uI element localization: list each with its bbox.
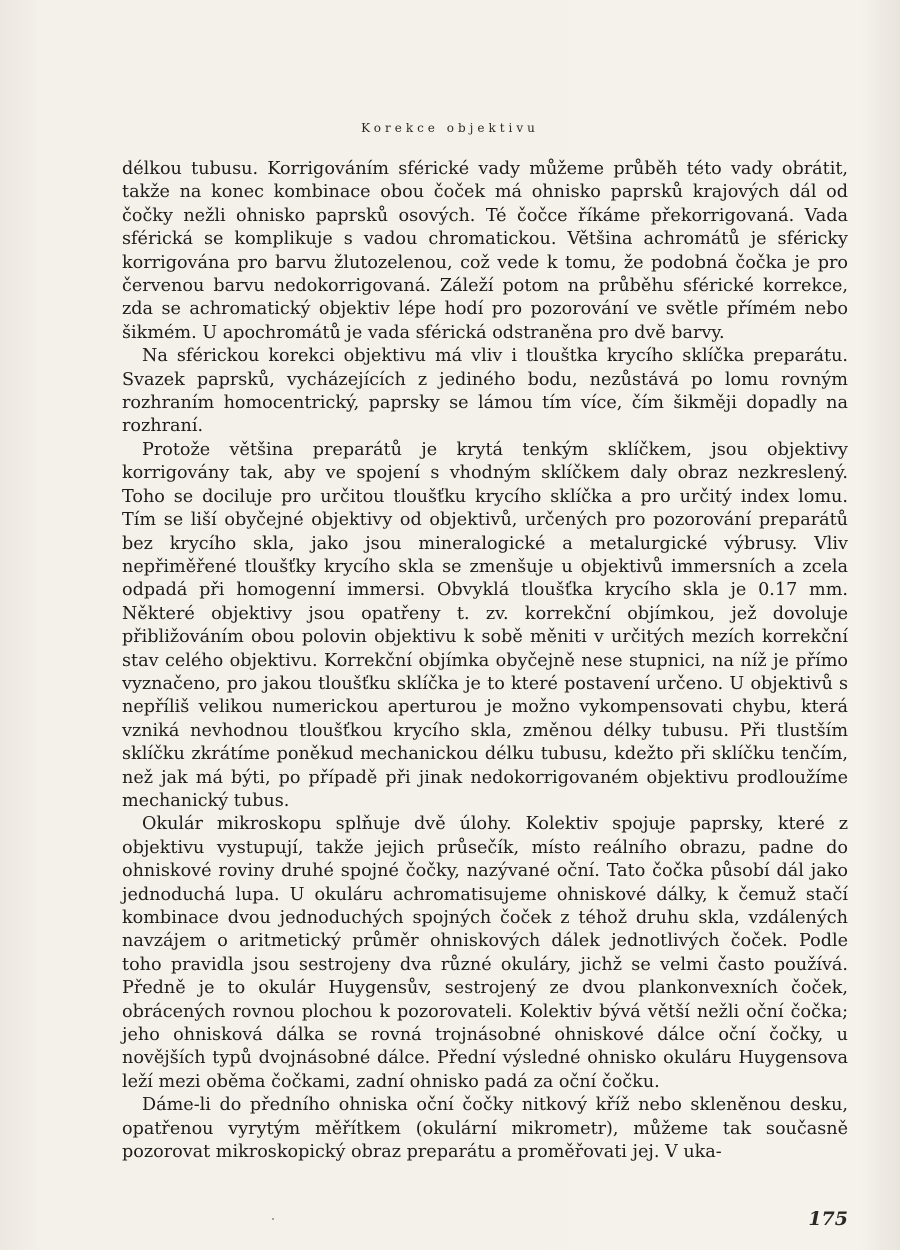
print-speck bbox=[272, 1218, 274, 1220]
paragraph-2: Na sférickou korekci objektivu má vliv i tlouštka krycího sklíčka preparátu. Svazek paprsků, vycházejících z jediného bodu, nezůstává po lomu rovným rozhraním homocentrický, paprsky se lámou tím více, čím šikměji dopadly na rozhraní. bbox=[122, 346, 848, 437]
running-head: Korekce objektivu bbox=[361, 121, 539, 135]
page-number: 175 bbox=[808, 1208, 848, 1230]
paragraph-5: Dáme-li do předního ohniska oční čočky nitkový kříž nebo skleněnou desku, opatřenou vyrytým měřítkem (okulární mikrometr), můžeme tak současně pozorovat mikroskopický obraz preparátu a proměřovati jej. V uka- bbox=[122, 1095, 848, 1163]
paragraph-4: Okulár mikroskopu splňuje dvě úlohy. Kolektiv spojuje paprsky, které z objektivu vystupují, takže jejich průsečík, místo reálního obrazu, padne do ohniskové roviny druhé spojné čočky, nazývané oční. Tato čočka působí dál jako jednoduchá lupa. U okuláru achromatisujeme ohniskové dálky, k čemuž stačí kombinace dvou jednoduchých spojných čoček z téhož druhu skla, vzdálených navzájem o aritmetický průměr ohniskových dálek jednotlivých čoček. Podle toho pravidla jsou sestrojeny dva různé okuláry, jichž se velmi často používá. Předně je to okulár Huygensův, sestrojený ze dvou plankonvexních čoček, obrácených rovnou plochou k pozorovateli. Kolektiv bývá větší nežli oční čočka; jeho ohnisková dálka se rovná trojnásobné ohniskové dálce oční čočky, u novějších typů dvojnásobné dálce. Přední výsledné ohnisko okuláru Huygensova leží mezi oběma čočkami, zadní ohnisko padá za oční čočku. bbox=[122, 814, 848, 1092]
body-text bbox=[122, 158, 848, 1164]
paragraph-3: Protože většina preparátů je krytá tenkým sklíčkem, jsou objektivy korrigovány tak, aby ve spojení s vhodným sklíčkem daly obraz nezkreslený. Toho se dociluje pro určitou tloušťku krycího sklíčka a pro určitý index lomu. Tím se liší obyčejné objektivy od objektivů, určených pro pozorování preparátů bez krycího skla, jako jsou mineralogické a metalurgické výbrusy. Vliv nepřiměřené tloušťky krycího skla se zmenšuje u objektivů immersních a zcela odpadá při homogenní immersi. Obvyklá tloušťka krycího skla je 0.17 mm. Některé objektivy jsou opatřeny t. zv. korrekční objímkou, jež dovoluje přibližováním obou polovin objektivu k sobě měniti v určitých mezích korrekční stav celého objektivu. Korrekční objímka obyčejně nese stupnici, na níž je přímo vyznačeno, pro jakou tloušťku sklíčka je to které postavení určeno. U objektivů s nepříliš velikou numerickou aperturou je možno vykompensovati chybu, která vzniká nevhodnou tloušťkou krycího skla, změnou délky tubusu. Při tlustším sklíčku zkrátíme poněkud mechanickou délku tubusu, kdežto při sklíčku tenčím, než jak má býti, po případě při jinak nedokorrigovaném objektivu prodloužíme mechanický tubus. bbox=[122, 439, 848, 811]
paragraph-1: délkou tubusu. Korrigováním sférické vady můžeme průběh této vady obrátit, takže na konec kombinace obou čoček má ohnisko paprsků krajových dál od čočky nežli ohnisko paprsků osových. Té čočce říkáme překorrigovaná. Vada sférická se komplikuje s vadou chromatickou. Většina achromátů je sféricky korrigována pro barvu žlutozelenou, což vede k tomu, že podobná čočka je pro červenou barvu nedokorrigovaná. Záleží potom na průběhu sférické korrekce, zda se achromatický objektiv lépe hodí pro pozorování ve světle přímém nebo šikmém. U apochromátů je vada sférická odstraněna pro dvě barvy. bbox=[122, 159, 848, 343]
